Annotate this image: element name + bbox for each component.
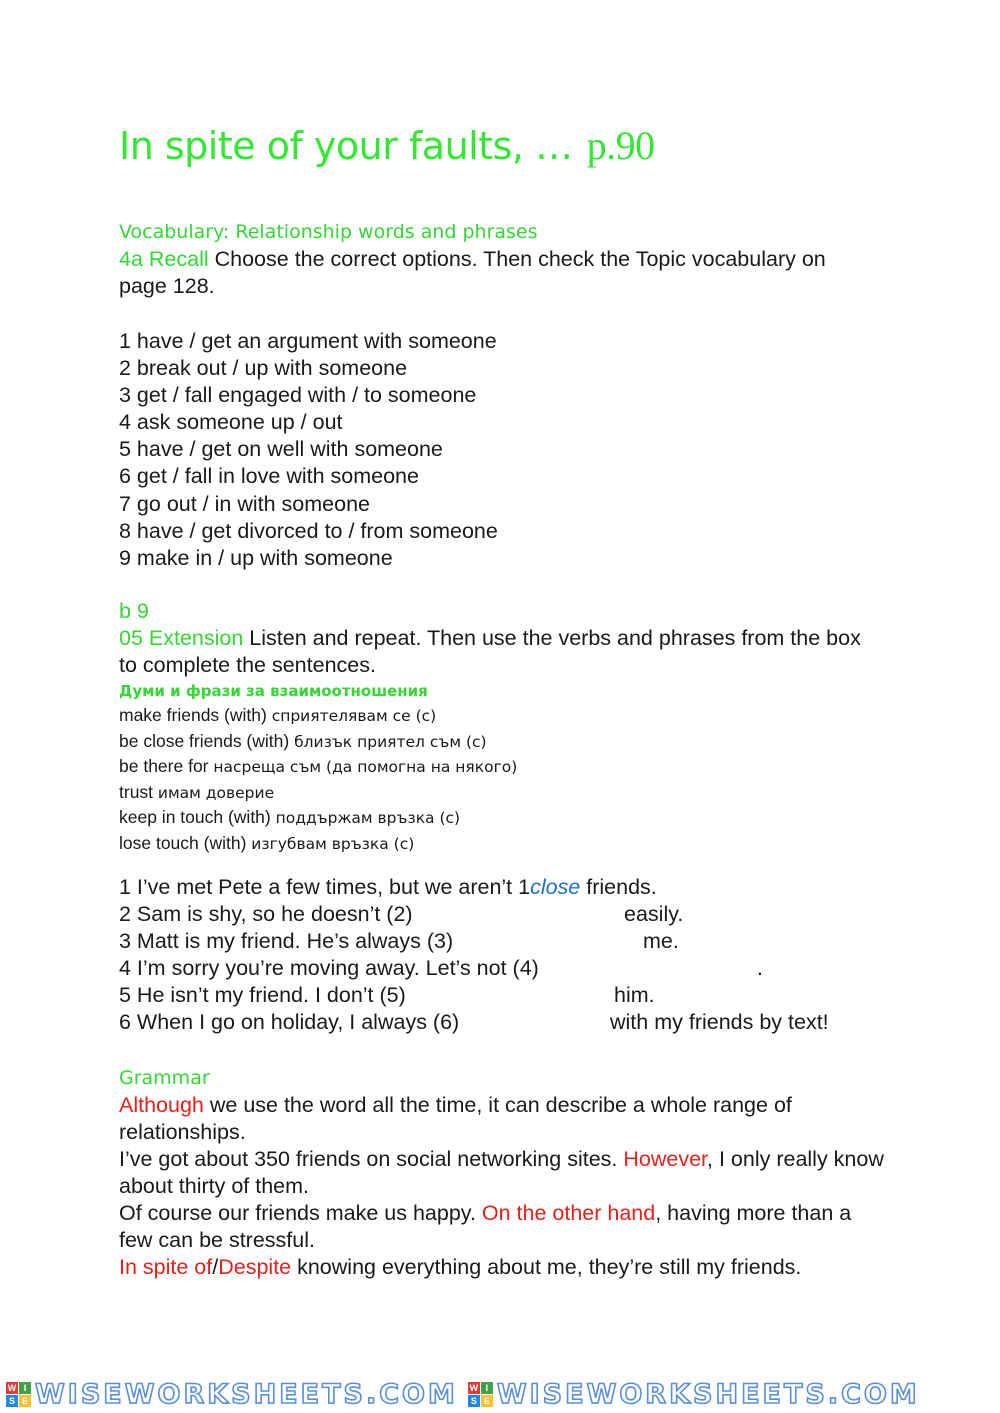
gap-3-tail: me. bbox=[643, 929, 679, 954]
grammar-example-4: In spite of/Despite knowing everything about me, they’re still my friends. bbox=[119, 1255, 802, 1279]
vocabulary-instruction bbox=[119, 246, 879, 300]
vocabulary-options-list bbox=[119, 328, 899, 572]
task-instruction-05: Listen and repeat. Then use the verbs and phrases from the box to complete the sentences. bbox=[119, 626, 861, 677]
list-item: 3 get / fall engaged with / to someone bbox=[119, 383, 477, 408]
phrase-item: be close friends (with) близък приятел съм (с) bbox=[119, 730, 487, 751]
phrase-item: lose touch (with) изгубвам връзка (с) bbox=[119, 832, 415, 853]
phrase-item: be there for насреща съм (да помогна на някого) bbox=[119, 756, 518, 777]
phrase-item: trust имам доверие bbox=[119, 781, 275, 802]
phrase-box-heading: Думи и фрази за взаимоотношения bbox=[119, 682, 428, 700]
gap-fill-sentences bbox=[119, 874, 899, 1037]
grammar-heading: Grammar bbox=[119, 1067, 210, 1089]
vocabulary-section bbox=[119, 218, 899, 300]
task-instruction-4a: Choose the correct options. Then check the Topic vocabulary on page 128. bbox=[119, 247, 826, 298]
brand-text: WISEWORKSHEETS.COM bbox=[496, 1379, 920, 1410]
answer-close: close bbox=[530, 875, 581, 899]
extension-instruction bbox=[119, 625, 879, 679]
grammar-example-2: I’ve got about 350 friends on social networking sites. However, I only really know about thirty of them. bbox=[119, 1147, 884, 1198]
list-item: 2 break out / up with someone bbox=[119, 356, 408, 381]
brand-logo-icon: W I S E bbox=[6, 1382, 31, 1407]
list-item: 4 ask someone up / out bbox=[119, 410, 343, 435]
sentence-6: 6 When I go on holiday, I always (6) with my friends by text! bbox=[119, 1009, 899, 1036]
phrase-item: make friends (with) сприятелявам се (с) bbox=[119, 705, 437, 725]
gap-2-tail: easily. bbox=[624, 902, 684, 927]
list-item: 6 get / fall in love with someone bbox=[119, 464, 419, 489]
sentence-3: 3 Matt is my friend. He’s always (3) me. bbox=[119, 928, 899, 955]
list-item: 5 have / get on well with someone bbox=[119, 437, 443, 462]
brand-logo-icon: W I S E bbox=[468, 1382, 493, 1407]
grammar-section bbox=[119, 1064, 889, 1281]
extension-sub-label: b 9 bbox=[119, 599, 149, 623]
sentence-2: 2 Sam is shy, so he doesn’t (2) easily. bbox=[119, 901, 899, 928]
list-item: 1 have / get an argument with someone bbox=[119, 329, 497, 353]
list-item: 7 go out / in with someone bbox=[119, 491, 370, 516]
brand-text: WISEWORKSHEETS.COM bbox=[35, 1379, 458, 1410]
list-item: 8 have / get divorced to / from someone bbox=[119, 518, 498, 543]
grammar-example-3: Of course our friends make us happy. On the other hand, having more than a few can be stressful. bbox=[119, 1201, 852, 1252]
gap-4-tail: . bbox=[757, 956, 763, 981]
grammar-example-1: Although we use the word all the time, it can describe a whole range of relationships. bbox=[119, 1093, 792, 1144]
phrase-item: keep in touch (with) поддържам връзка (с) bbox=[119, 807, 461, 828]
list-item: 9 make in / up with someone bbox=[119, 545, 393, 570]
gap-6-tail: with my friends by text! bbox=[610, 1010, 829, 1035]
page-title bbox=[119, 122, 655, 169]
sentence-1: 1 I’ve met Pete a few times, but we aren’t 1close friends. bbox=[119, 875, 657, 899]
vocabulary-heading: Vocabulary: Relationship words and phrases bbox=[119, 221, 538, 243]
task-label-05: 05 Extension bbox=[119, 626, 244, 650]
sentence-5: 5 He isn’t my friend. I don’t (5) him. bbox=[119, 982, 899, 1009]
gap-5-tail: him. bbox=[614, 983, 655, 1008]
title-page-ref: p.90 bbox=[586, 123, 655, 168]
phrase-box bbox=[119, 703, 899, 857]
sentence-4: 4 I’m sorry you’re moving away. Let’s not (4) . bbox=[119, 955, 899, 982]
footer-watermark bbox=[0, 1376, 1000, 1413]
extension-section bbox=[119, 598, 899, 857]
task-label-4a: 4a Recall bbox=[119, 247, 209, 271]
title-text: In spite of your faults, … bbox=[119, 124, 573, 168]
